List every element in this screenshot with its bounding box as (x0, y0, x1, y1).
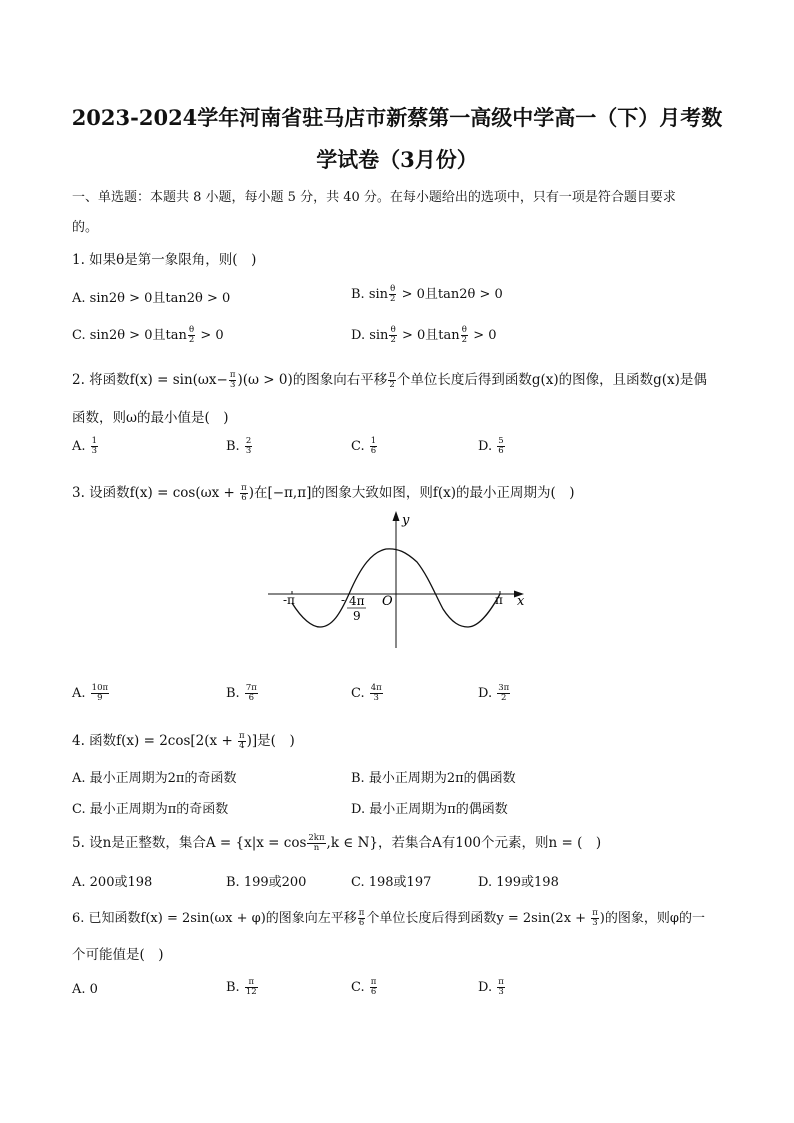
q1-c-frac: $\frac{\theta}{2}$ (188, 325, 195, 345)
q1-option-d (351, 324, 497, 345)
q3-stem-a: 3. 设函数f(x) = cos(ωx + (72, 485, 240, 501)
q3-option-b: B. $\frac{7\pi}{6}$ (226, 683, 257, 703)
q1-b-frac: $\frac{\theta}{2}$ (390, 284, 396, 304)
exam-title-line2: 学试卷（3月份） (316, 147, 478, 172)
q5-option-c: C. 198或197 (351, 875, 432, 890)
q6-frac-pi3: $\frac{\pi}{3}$ (592, 908, 598, 928)
q4-stem-a: 4. 函数f(x) = 2cos[2(x + (72, 733, 238, 749)
q4-option-d: D. 最小正周期为π的偶函数 (351, 802, 508, 817)
q6-frac-pi6: $\frac{\pi}{6}$ (358, 908, 365, 928)
q2-stem-line2: 函数，则ω的最小值是( ) (72, 410, 229, 426)
q4-option-c: C. 最小正周期为π的奇函数 (72, 802, 229, 817)
q6-option-b: B. $\frac{\pi}{12}$ (226, 977, 257, 997)
q2-option-d: D. $\frac{5}{6}$ (478, 436, 504, 456)
q3-option-a: A. $\frac{10\pi}{9}$ (72, 683, 109, 703)
q4-option-b: B. 最小正周期为2π的偶函数 (351, 771, 516, 786)
origin-label: O (382, 594, 393, 609)
q4-stem (72, 729, 295, 751)
q3-stem-b: )在[−π,π]的图象大致如图，则f(x)的最小正周期为( ) (248, 485, 575, 501)
q1-stem: 1. 如果θ是第一象限角，则( ) (72, 252, 257, 268)
q5-option-b: B. 199或200 (226, 875, 307, 890)
q6-stem-a: 6. 已知函数f(x) = 2sin(ωx + φ)的图象向左平移 (72, 911, 357, 926)
y-axis-arrow (393, 511, 400, 521)
q1-b-post: > 0且tan2θ > 0 (397, 287, 503, 302)
q1-d-pre: D. sin (351, 328, 389, 343)
q2-stem-c: 个单位长度后得到函数g(x)的图像，且函数g(x)是偶 (396, 372, 707, 388)
q1-d-frac2: $\frac{\theta}{2}$ (461, 325, 468, 345)
q4-option-a: A. 最小正周期为2π的奇函数 (72, 771, 237, 786)
mark-sign: - (341, 593, 346, 607)
q1-b-pre: B. sin (351, 287, 389, 302)
q1-option-a: A. sin2θ > 0且tan2θ > 0 (72, 291, 231, 306)
q3-option-c: C. $\frac{4\pi}{3}$ (351, 683, 382, 703)
q2-stem-b: )(ω > 0)的图象向右平移 (237, 372, 388, 388)
q6-option-d: D. $\frac{\pi}{3}$ (478, 977, 504, 997)
q2-frac-pi2: $\frac{\pi}{2}$ (389, 370, 395, 390)
q5-option-a: A. 200或198 (72, 875, 153, 890)
q1-d-frac1: $\frac{\theta}{2}$ (390, 325, 396, 345)
pi-label: π (495, 593, 503, 607)
q6-stem-line2: 个可能值是( ) (72, 947, 164, 963)
q4-frac-pi4: $\frac{\pi}{4}$ (239, 731, 245, 751)
mark-denominator: 9 (353, 609, 361, 623)
q3-frac-pi6: $\frac{\pi}{6}$ (241, 483, 247, 503)
q2-option-a: A. $\frac{1}{3}$ (72, 436, 98, 456)
q1-d-post: > 0 (469, 328, 497, 343)
q1-option-c (72, 324, 224, 345)
q3-stem (72, 481, 575, 503)
q5-stem-a: 5. 设n是正整数，集合A = {x|x = cos (72, 835, 307, 851)
q1-d-mid: > 0且tan (397, 328, 460, 343)
q2-stem-line1 (72, 368, 707, 390)
q1-option-b (351, 283, 503, 304)
q1-c-pre: C. sin2θ > 0且tan (72, 328, 187, 343)
q2-option-c: C. $\frac{1}{6}$ (351, 436, 377, 456)
q2-frac-pi3: $\frac{\pi}{3}$ (229, 370, 236, 390)
q6-stem-line1 (72, 907, 705, 928)
q6-option-a: A. 0 (72, 982, 98, 997)
q3-option-d: D. $\frac{3\pi}{2}$ (478, 683, 510, 703)
q4-stem-b: )]是( ) (246, 733, 295, 749)
q2-option-b: B. $\frac{2}{3}$ (226, 436, 252, 456)
q6-option-c: C. $\frac{\pi}{6}$ (351, 977, 377, 997)
y-axis-label: y (402, 513, 410, 528)
q6-stem-c: )的图象，则φ的一 (599, 911, 705, 926)
x-axis-label: x (517, 594, 525, 609)
q6-stem-b: 个单位长度后得到函数y = 2sin(2x + (366, 911, 591, 926)
section-heading-line2: 的。 (72, 220, 99, 235)
mark-numerator: 4π (349, 594, 365, 608)
exam-title-line1: 2023-2024学年河南省驻马店市新蔡第一高级中学高一（下）月考数 (71, 105, 723, 130)
q5-stem (72, 831, 601, 853)
q1-c-post: > 0 (196, 328, 224, 343)
q2-stem-a: 2. 将函数f(x) = sin(ωx− (72, 372, 228, 388)
section-heading-line1: 一、单选题：本题共 8 小题，每小题 5 分，共 40 分。在每小题给出的选项中，只有一项是符合题目要求 (72, 190, 676, 205)
q5-frac: $\frac{2k\pi}{n}$ (308, 833, 325, 853)
q5-option-d: D. 199或198 (478, 875, 559, 890)
cosine-graph (262, 506, 532, 651)
neg-pi-label: -π (283, 593, 295, 607)
q5-stem-b: ,k ∈ N}，若集合A有100个元素，则n = ( ) (326, 835, 602, 851)
